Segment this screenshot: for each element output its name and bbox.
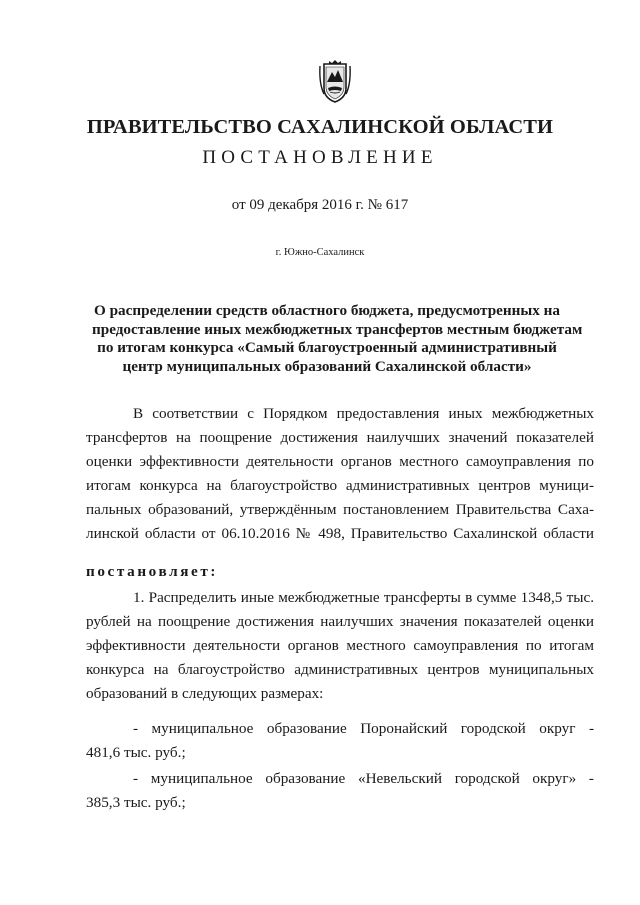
resolves-word: постановляет:	[86, 563, 219, 580]
allocation-item	[86, 717, 594, 765]
paragraph-line: 1. Распределить иные межбюджетные трансферты в сумме 1348,5 тыс.	[133, 589, 594, 606]
document-subject	[92, 302, 583, 376]
paragraph-line: конкурса на благоустройство административных центров муниципальных	[86, 661, 594, 678]
paragraph-line: рублей на поощрение достижения наилучших значения показателей оценки	[86, 613, 594, 630]
paragraph-line: оценки эффективности деятельности органов местного самоуправления по	[86, 453, 594, 470]
item-amount: 481,6 тыс. руб.;	[86, 744, 186, 761]
coat-of-arms-icon	[318, 58, 352, 104]
paragraph-line: эффективности деятельности органов местного самоуправления по итогам	[86, 637, 594, 654]
document-city: г. Южно-Сахалинск	[275, 247, 365, 258]
document-type: ПОСТАНОВЛЕНИЕ	[202, 147, 438, 168]
paragraph-line: пальных образований, утверждённым постановлением Правительства Саха-	[86, 501, 594, 518]
paragraph-line: В соответствии с Порядком предоставления иных межбюджетных	[133, 405, 594, 422]
clause-1-paragraph	[86, 586, 594, 706]
item-amount: 385,3 тыс. руб.;	[86, 794, 186, 811]
subject-line: О распределении средств областного бюджета, предусмотренных на	[93, 302, 560, 319]
preamble-paragraph	[86, 402, 594, 546]
paragraph-line: линской области от 06.10.2016 № 498, Правительство Сахалинской области	[86, 525, 594, 542]
document-date-number: от 09 декабря 2016 г. № 617	[231, 197, 409, 213]
subject-line: предоставление иных межбюджетных трансфертов местным бюджетам	[92, 320, 583, 338]
subject-line: по итогам конкурса «Самый благоустроенный административный	[97, 339, 557, 357]
paragraph-line: трансфертов на поощрение достижения наилучших значений показателей	[86, 429, 594, 446]
item-line: - муниципальное образование «Невельский городской округ» -	[133, 770, 594, 787]
paragraph-line: образований в следующих размерах:	[86, 685, 324, 702]
paragraph-line: итогам конкурса на благоустройство административных центров муници-	[86, 477, 594, 494]
government-title: ПРАВИТЕЛЬСТВО САХАЛИНСКОЙ ОБЛАСТИ	[86, 116, 554, 138]
allocation-item	[86, 767, 594, 815]
item-line: - муниципальное образование Поронайский городской округ -	[133, 720, 594, 737]
subject-line: центр муниципальных образований Сахалинской области»	[122, 357, 532, 375]
